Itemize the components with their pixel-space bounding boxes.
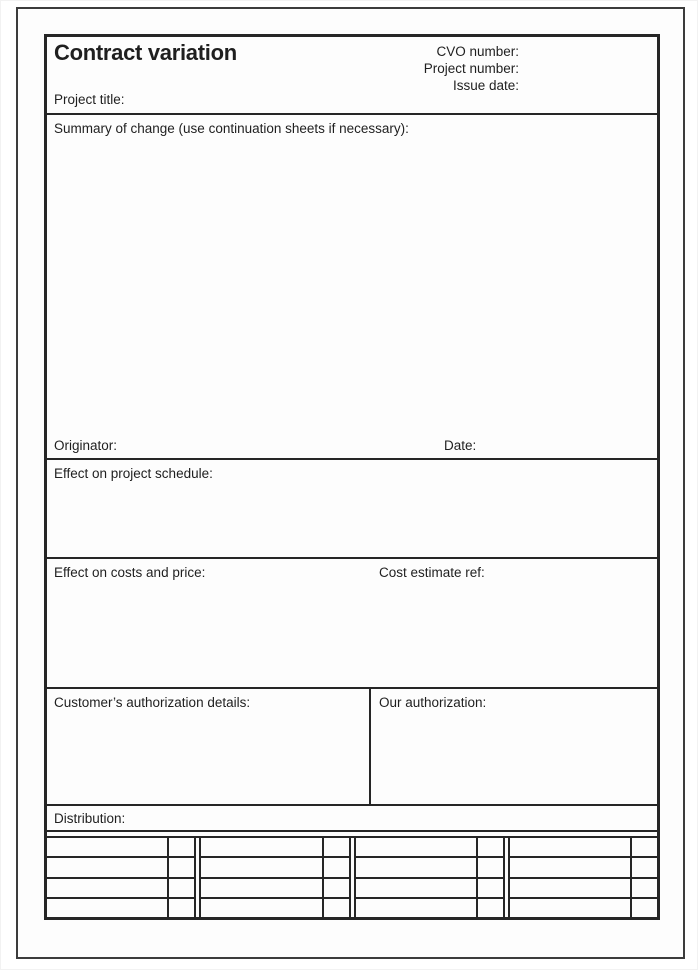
distribution-group bbox=[199, 838, 350, 917]
distribution-name-cell bbox=[510, 838, 632, 856]
distribution-name-cell bbox=[47, 899, 169, 917]
distribution-row bbox=[510, 838, 657, 858]
distribution-check-cell bbox=[324, 858, 349, 876]
distribution-check-cell bbox=[478, 858, 503, 876]
distribution-grid bbox=[47, 836, 657, 917]
schedule-label: Effect on project schedule: bbox=[54, 466, 213, 481]
distribution-row bbox=[201, 879, 348, 899]
project-title-label: Project title: bbox=[54, 92, 125, 107]
authorization-section bbox=[47, 689, 657, 806]
schedule-section bbox=[47, 460, 657, 559]
header-section bbox=[47, 37, 657, 115]
distribution-check-cell bbox=[324, 899, 349, 917]
distribution-name-cell bbox=[47, 879, 169, 897]
distribution-name-cell bbox=[201, 838, 323, 856]
distribution-name-cell bbox=[356, 899, 478, 917]
our-authorization-box bbox=[371, 689, 657, 804]
project-number-label: Project number: bbox=[423, 61, 519, 76]
distribution-name-cell bbox=[201, 879, 323, 897]
distribution-name-cell bbox=[47, 838, 169, 856]
distribution-check-cell bbox=[169, 899, 194, 917]
distribution-name-cell bbox=[201, 858, 323, 876]
distribution-row bbox=[47, 858, 194, 878]
contract-variation-form bbox=[44, 34, 660, 920]
distribution-name-cell bbox=[510, 858, 632, 876]
header-left bbox=[47, 37, 237, 113]
cvo-number-label: CVO number: bbox=[436, 44, 519, 59]
distribution-check-cell bbox=[169, 838, 194, 856]
distribution-check-cell bbox=[169, 879, 194, 897]
distribution-row bbox=[356, 858, 503, 878]
distribution-row bbox=[356, 879, 503, 899]
distribution-name-cell bbox=[510, 879, 632, 897]
distribution-row bbox=[356, 899, 503, 917]
distribution-row bbox=[510, 899, 657, 917]
distribution-row bbox=[510, 879, 657, 899]
issue-date-label: Issue date: bbox=[452, 78, 519, 93]
distribution-check-cell bbox=[169, 858, 194, 876]
page-border bbox=[16, 7, 685, 959]
distribution-row bbox=[201, 858, 348, 878]
distribution-check-cell bbox=[324, 879, 349, 897]
distribution-group bbox=[508, 838, 657, 917]
costs-label: Effect on costs and price: bbox=[54, 565, 206, 580]
distribution-label: Distribution: bbox=[54, 811, 126, 826]
form-title: Contract variation bbox=[54, 40, 237, 65]
distribution-row bbox=[47, 838, 194, 858]
distribution-check-cell bbox=[478, 838, 503, 856]
distribution-check-cell bbox=[632, 858, 657, 876]
distribution-name-cell bbox=[356, 858, 478, 876]
originator-label: Originator: bbox=[54, 438, 118, 453]
distribution-name-cell bbox=[47, 858, 169, 876]
cost-estimate-ref-label: Cost estimate ref: bbox=[379, 565, 485, 580]
distribution-group bbox=[47, 838, 196, 917]
distribution-check-cell bbox=[632, 899, 657, 917]
distribution-check-cell bbox=[324, 838, 349, 856]
distribution-row bbox=[510, 858, 657, 878]
distribution-row bbox=[47, 899, 194, 917]
distribution-label-row bbox=[47, 806, 657, 832]
our-authorization-label: Our authorization: bbox=[379, 695, 487, 710]
distribution-check-cell bbox=[478, 879, 503, 897]
summary-label: Summary of change (use continuation sheets if necessary): bbox=[54, 121, 409, 136]
distribution-group bbox=[354, 838, 505, 917]
distribution-row bbox=[356, 838, 503, 858]
distribution-name-cell bbox=[356, 838, 478, 856]
summary-footer bbox=[47, 437, 657, 454]
date-label: Date: bbox=[444, 438, 477, 453]
costs-section bbox=[47, 559, 657, 689]
summary-section bbox=[47, 115, 657, 460]
header-number-fields bbox=[424, 37, 657, 113]
distribution-row bbox=[47, 879, 194, 899]
distribution-row bbox=[201, 899, 348, 917]
distribution-name-cell bbox=[201, 899, 323, 917]
distribution-check-cell bbox=[632, 838, 657, 856]
distribution-row bbox=[201, 838, 348, 858]
distribution-check-cell bbox=[632, 879, 657, 897]
customer-authorization-label: Customer’s authorization details: bbox=[54, 695, 251, 710]
distribution-name-cell bbox=[510, 899, 632, 917]
customer-authorization-box bbox=[47, 689, 371, 804]
distribution-check-cell bbox=[478, 899, 503, 917]
distribution-name-cell bbox=[356, 879, 478, 897]
